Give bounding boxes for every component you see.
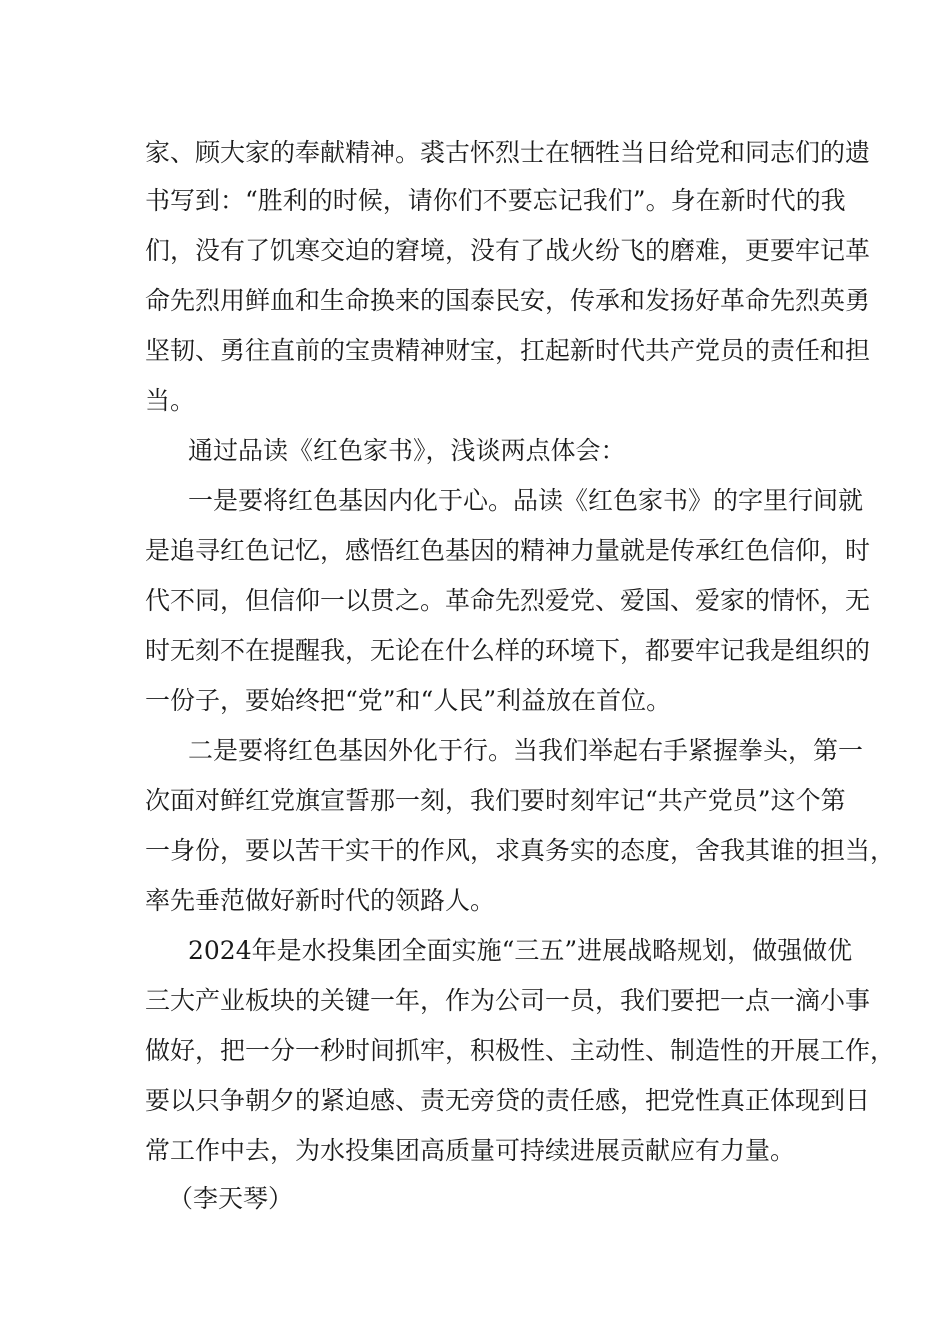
text-line: 一是要将红色基因内化于心。品读《红色家书》的字里行间就	[188, 486, 864, 515]
text-line: 常工作中去，为水投集团高质量可持续进展贡献应有力量。	[145, 1136, 796, 1165]
text-line: 书写到：“胜利的时候，请你们不要忘记我们”。身在新时代的我	[145, 186, 846, 215]
text-line: 代不同，但信仰一以贯之。革命先烈爱党、爱国、爱家的情怀，无	[145, 586, 871, 615]
text-line: 当。	[145, 386, 196, 415]
text-line: 三大产业板块的关键一年，作为公司一员，我们要把一点一滴小事	[145, 986, 871, 1015]
text-line: 是追寻红色记忆，感悟红色基因的精神力量就是传承红色信仰，时	[145, 536, 871, 565]
text-line: 次面对鲜红党旗宣誓那一刻，我们要时刻牢记“共产党员”这个第	[145, 786, 846, 815]
text-line: 率先垂范做好新时代的领路人。	[145, 886, 496, 915]
text-line: 做好，把一分一秒时间抓牢，积极性、主动性、制造性的开展工作，	[145, 1036, 896, 1065]
text-line: 通过品读《红色家书》，浅谈两点体会：	[188, 436, 626, 465]
author-signature: （李天琴）	[168, 1184, 294, 1213]
text-line: 命先烈用鲜血和生命换来的国泰民安，传承和发扬好革命先烈英勇	[145, 286, 871, 315]
text-line: 坚韧、勇往直前的宝贵精神财宝，扛起新时代共产党员的责任和担	[145, 336, 871, 365]
text-line: 2024年是水投集团全面实施“三五”进展战略规划，做强做优	[188, 936, 853, 965]
text-line: 要以只争朝夕的紧迫感、责无旁贷的责任感，把党性真正体现到日	[145, 1086, 871, 1115]
text-line: 们，没有了饥寒交迫的窘境，没有了战火纷飞的磨难，更要牢记革	[145, 236, 871, 265]
text-line: 时无刻不在提醒我，无论在什么样的环境下，都要牢记我是组织的	[145, 636, 871, 665]
text-line: 二是要将红色基因外化于行。当我们举起右手紧握拳头，第一	[188, 736, 864, 765]
text-line: 家、顾大家的奉献精神。裘古怀烈士在牺牲当日给党和同志们的遗	[145, 138, 871, 167]
text-line: 一份子，要始终把“党”和“人民”利益放在首位。	[145, 686, 672, 715]
text-line: 一身份，要以苦干实干的作风，求真务实的态度，舍我其谁的担当，	[145, 836, 896, 865]
